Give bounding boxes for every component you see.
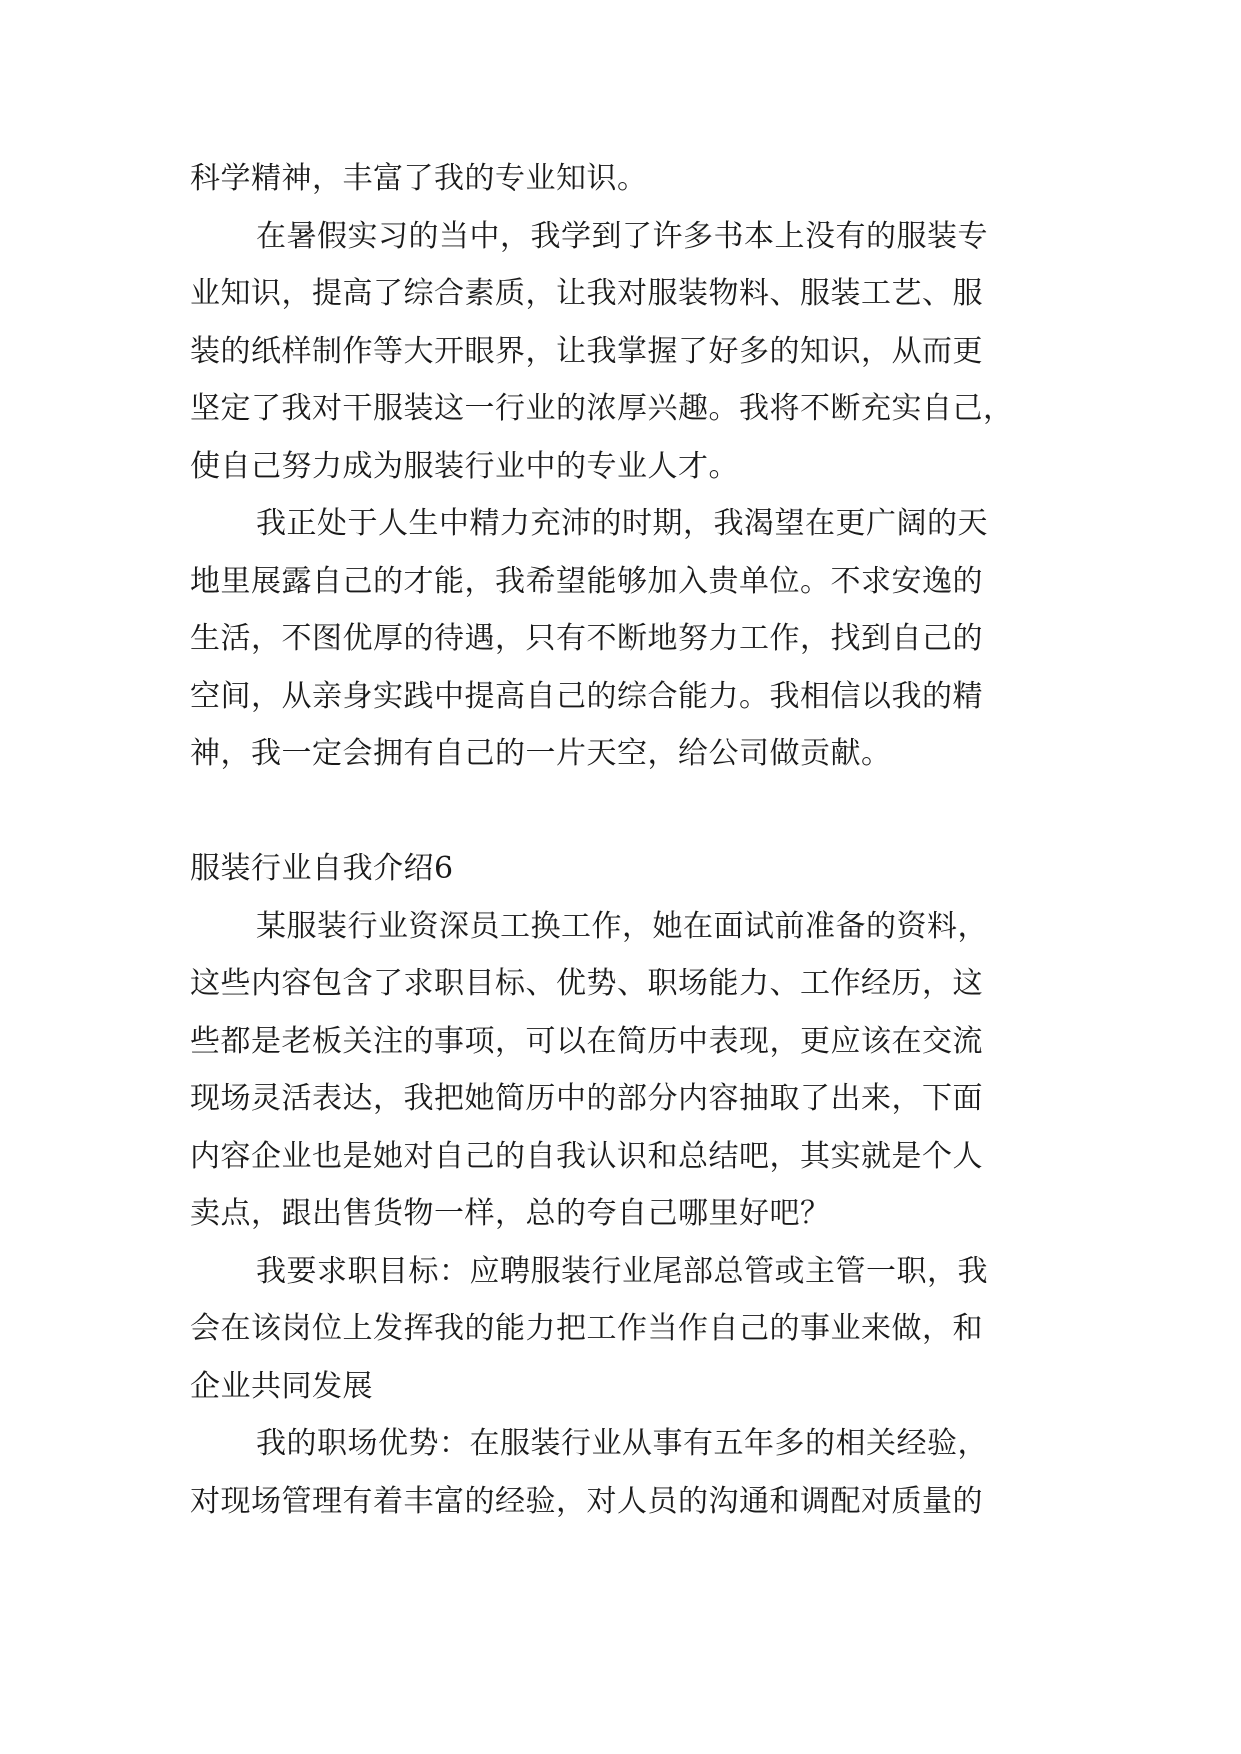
paragraph-line: 这些内容包含了求职目标、优势、职场能力、工作经历，这 [190,966,983,1001]
paragraph-line: 对现场管理有着丰富的经验，对人员的沟通和调配对质量的 [190,1483,983,1519]
paragraph-line: 我要求职目标：应聘服装行业尾部总管或主管一职，我 [256,1253,988,1289]
paragraph-line: 某服装行业资深员工换工作，她在面试前准备的资料， [256,908,988,944]
paragraph-line: 科学精神，丰富了我的专业知识。 [190,161,648,196]
paragraph-line: 现场灵活表达，我把她简历中的部分内容抽取了出来，下面 [190,1081,983,1116]
paragraph-line: 我正处于人生中精力充沛的时期，我渴望在更广阔的天 [256,506,988,541]
paragraph-line: 我的职场优势：在服装行业从事有五年多的相关经验， [256,1426,988,1461]
paragraph-line: 在暑假实习的当中，我学到了许多书本上没有的服装专 [256,218,988,254]
paragraph-line: 装的纸样制作等大开眼界，让我掌握了好多的知识，从而更 [190,333,983,369]
paragraph-line: 内容企业也是她对自己的自我认识和总结吧，其实就是个人 [190,1138,983,1174]
paragraph-line: 生活，不图优厚的待遇，只有不断地努力工作，找到自己的 [190,621,983,656]
document-body [190,150,1060,1530]
paragraph-line: 地里展露自己的才能，我希望能够加入贵单位。不求安逸的 [190,563,983,599]
paragraph-line: 卖点，跟出售货物一样，总的夸自己哪里好吧？ [190,1196,831,1231]
paragraph-line: 坚定了我对干服装这一行业的浓厚兴趣。我将不断充实自己， [190,391,1014,426]
section-heading: 服装行业自我介绍6 [190,851,454,886]
paragraph-line: 企业共同发展 [190,1368,373,1404]
paragraph-line: 会在该岗位上发挥我的能力把工作当作自己的事业来做，和 [190,1311,983,1346]
blank-line [190,783,1060,841]
paragraph-line: 使自己努力成为服装行业中的专业人才。 [190,448,739,484]
paragraph-line: 神，我一定会拥有自己的一片天空，给公司做贡献。 [190,736,892,771]
paragraph-line: 空间，从亲身实践中提高自己的综合能力。我相信以我的精 [190,678,983,714]
paragraph-line: 些都是老板关注的事项，可以在简历中表现，更应该在交流 [190,1023,983,1059]
paragraph-line: 业知识，提高了综合素质，让我对服装物料、服装工艺、服 [190,276,983,311]
